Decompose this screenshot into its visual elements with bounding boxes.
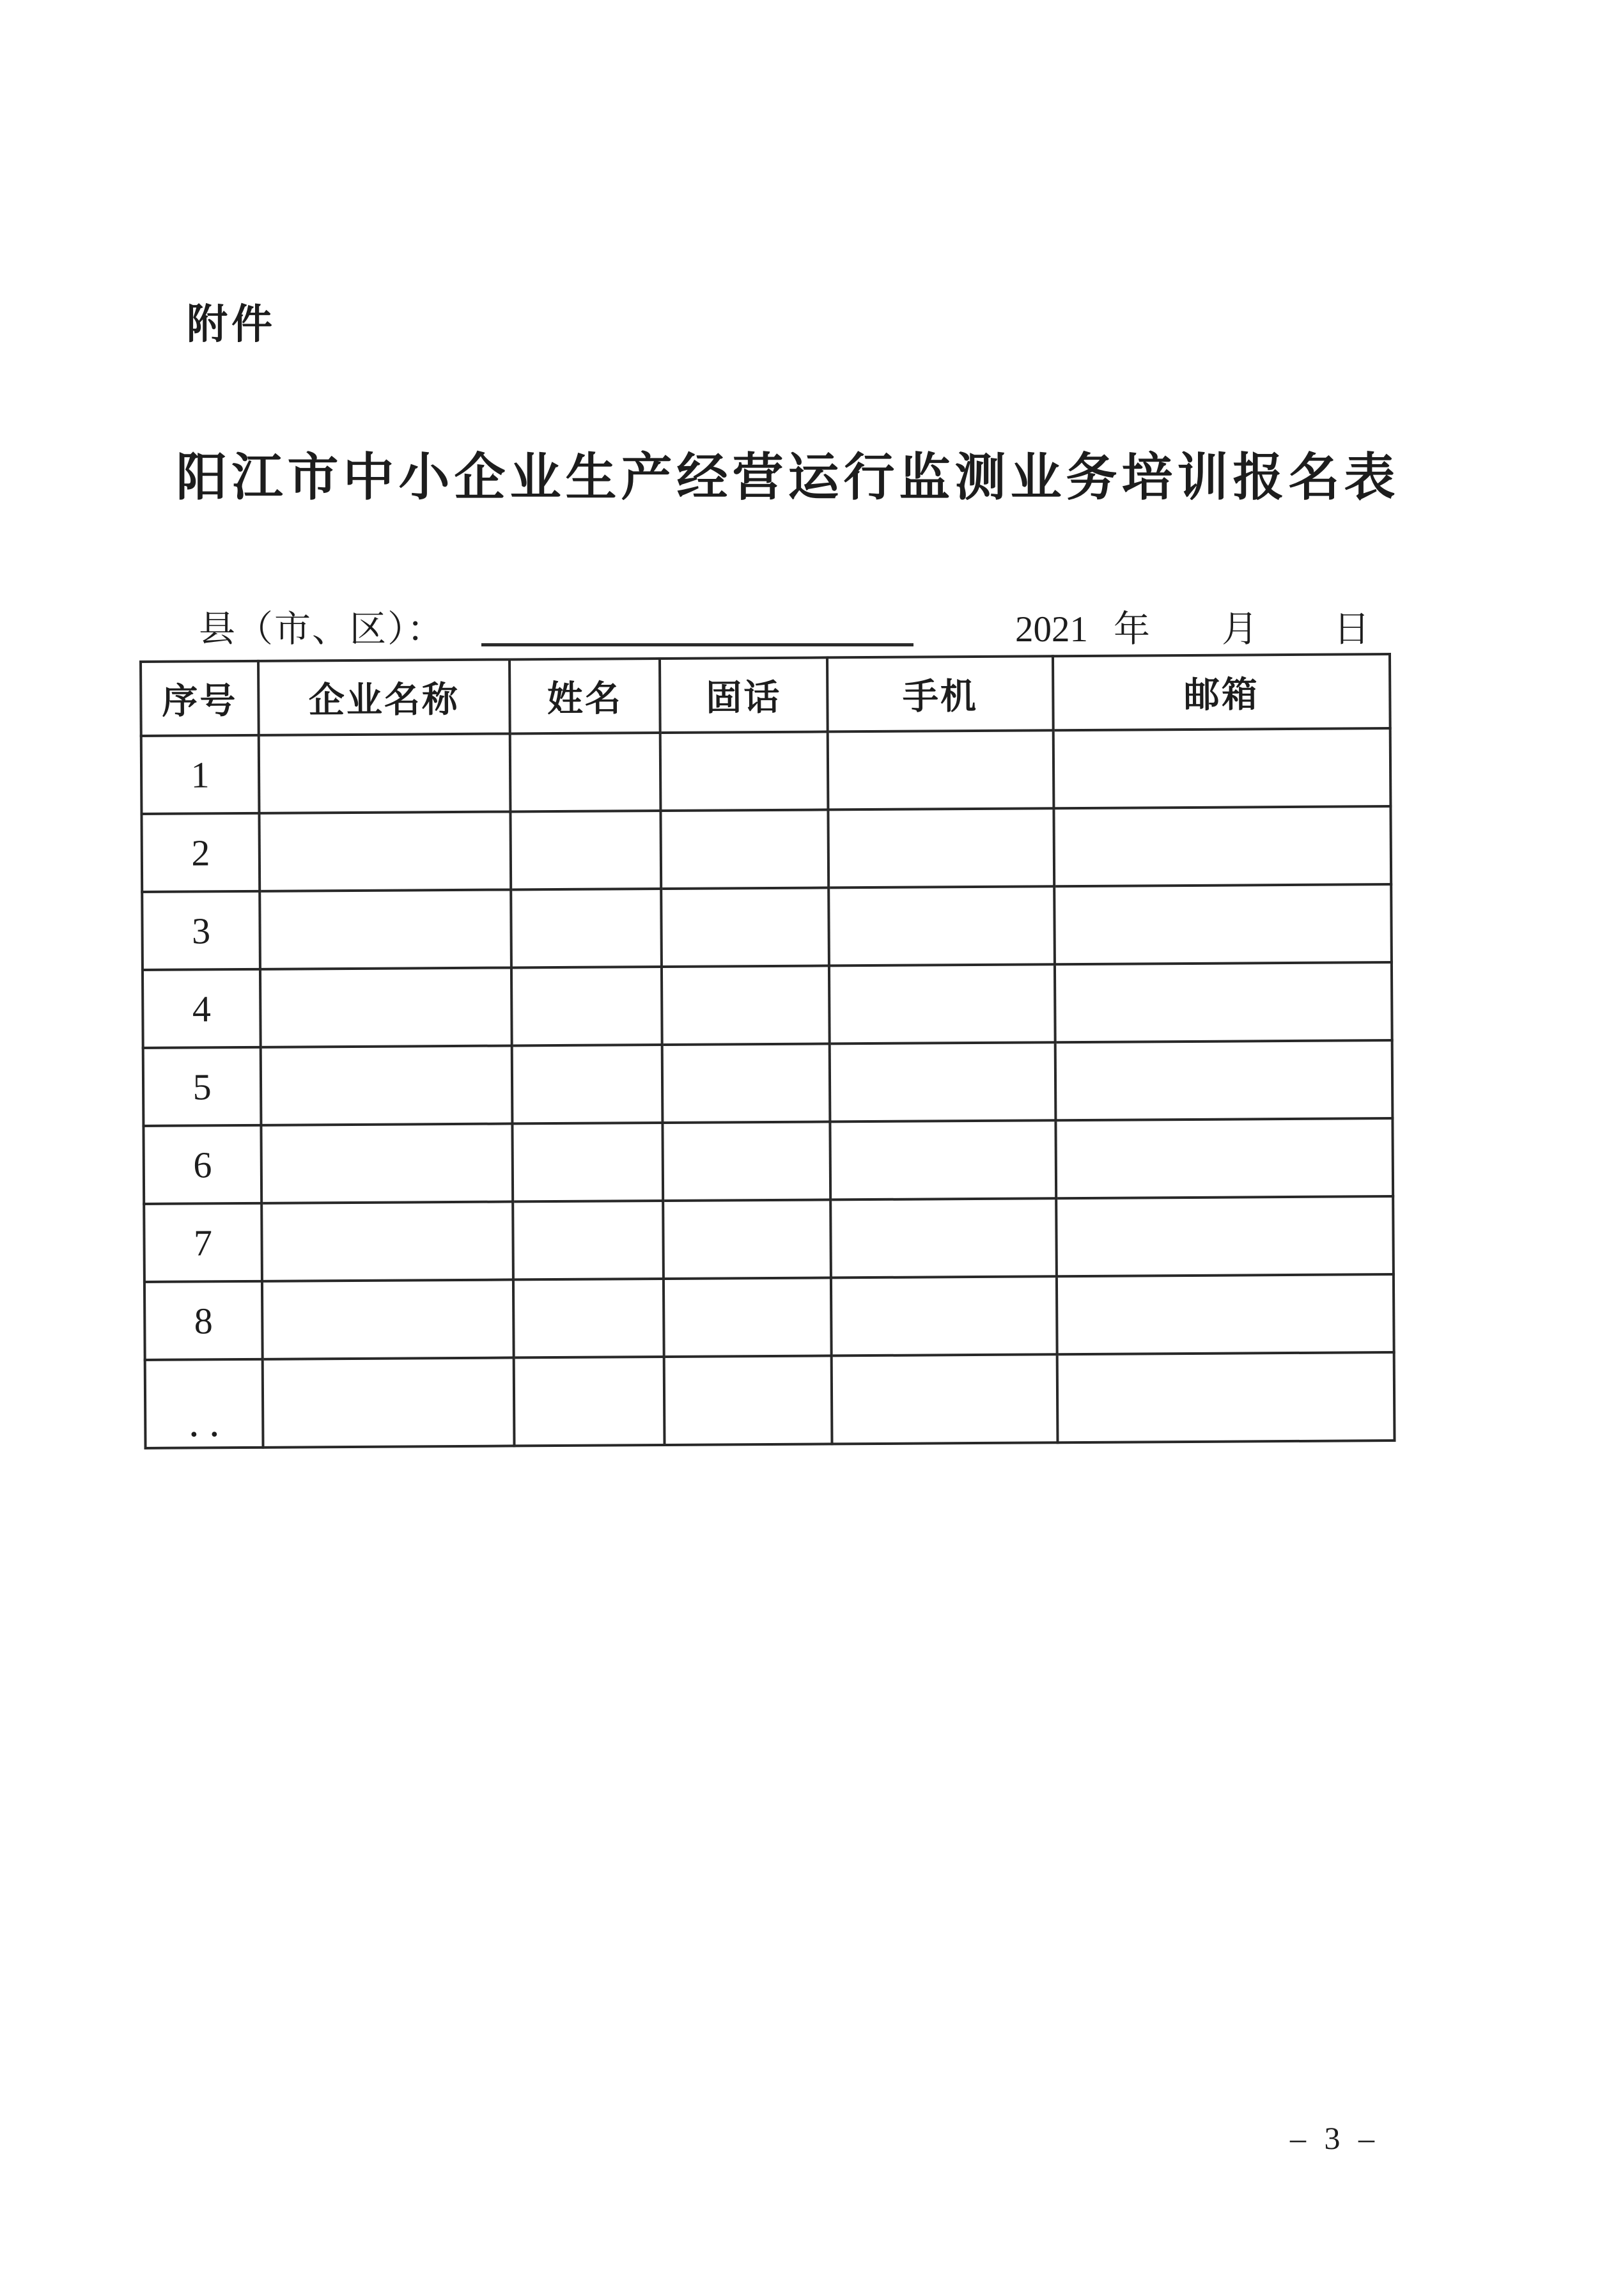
empty-cell — [513, 1201, 664, 1279]
empty-cell — [662, 1121, 830, 1201]
empty-cell — [261, 1201, 513, 1281]
date-day-unit: 日 — [1333, 609, 1370, 650]
column-header-mobile: 手机 — [827, 656, 1053, 731]
empty-cell — [828, 808, 1054, 887]
row-number-cell: 8 — [144, 1281, 263, 1360]
empty-cell — [1055, 962, 1392, 1042]
empty-cell — [828, 730, 1054, 809]
empty-cell — [1054, 884, 1392, 964]
empty-cell — [259, 811, 511, 891]
empty-cell — [510, 811, 661, 889]
empty-cell — [263, 1357, 515, 1447]
empty-cell — [1055, 1118, 1393, 1198]
table-row — [141, 806, 1391, 892]
table-row — [143, 1040, 1393, 1126]
empty-cell — [830, 1042, 1056, 1121]
empty-cell — [259, 733, 511, 813]
empty-cell — [830, 1198, 1057, 1277]
date-month-unit: 月 — [1222, 609, 1258, 650]
empty-cell — [513, 1279, 664, 1357]
row-number-cell: 3 — [142, 891, 260, 970]
empty-cell — [512, 1123, 663, 1201]
empty-cell — [262, 1279, 514, 1359]
empty-cell — [260, 967, 512, 1047]
empty-cell — [260, 889, 511, 969]
empty-cell — [1055, 1040, 1393, 1120]
empty-cell — [828, 886, 1055, 965]
empty-cell — [511, 889, 662, 967]
empty-cell — [832, 1354, 1058, 1444]
empty-cell — [1057, 1274, 1394, 1354]
column-header-company-name: 企业名称 — [258, 659, 510, 735]
row-number-cell: .. — [145, 1359, 263, 1448]
empty-cell — [830, 1120, 1056, 1199]
table-header-row — [141, 654, 1390, 736]
page-title: 阳江市中小企业生产经营运行监测业务培训报名表 — [176, 449, 1400, 506]
row-number-cell: 5 — [143, 1047, 261, 1126]
empty-cell — [829, 964, 1055, 1043]
date-year-unit: 年 — [1114, 609, 1150, 650]
table-row — [144, 1274, 1394, 1360]
empty-cell — [660, 809, 828, 889]
registration-table — [139, 653, 1396, 1449]
table-body — [141, 728, 1395, 1448]
empty-cell — [511, 967, 662, 1045]
empty-cell — [662, 1043, 830, 1123]
empty-cell — [510, 733, 661, 811]
column-header-landline: 固话 — [660, 657, 828, 733]
empty-cell — [663, 1199, 831, 1279]
empty-cell — [661, 887, 829, 967]
column-header-email: 邮箱 — [1053, 654, 1390, 730]
table-row — [145, 1352, 1395, 1448]
empty-cell — [662, 965, 830, 1045]
empty-cell — [1057, 1352, 1395, 1442]
table-row — [144, 1196, 1394, 1282]
table-row — [141, 728, 1391, 814]
empty-cell — [1053, 728, 1391, 808]
column-header-index: 序号 — [141, 661, 259, 736]
page-number: – 3 – — [1290, 2120, 1380, 2156]
column-header-name: 姓名 — [509, 659, 660, 733]
empty-cell — [1056, 1196, 1394, 1276]
attachment-label: 附件 — [187, 301, 276, 347]
empty-cell — [664, 1277, 832, 1357]
row-number-cell: 1 — [141, 735, 260, 814]
date-year: 2021 — [1015, 609, 1088, 650]
empty-cell — [664, 1355, 832, 1445]
empty-cell — [261, 1123, 513, 1203]
row-number-cell: 4 — [143, 969, 261, 1048]
row-number-cell: 7 — [144, 1203, 262, 1282]
empty-cell — [261, 1045, 513, 1125]
row-number-cell: 2 — [141, 813, 260, 892]
empty-cell — [660, 731, 828, 811]
date-group — [1015, 600, 1370, 652]
region-fill-line — [481, 614, 913, 646]
empty-cell — [514, 1357, 665, 1446]
region-label: 县（市、区）： — [199, 609, 445, 650]
table-row — [143, 962, 1392, 1048]
empty-cell — [831, 1276, 1057, 1355]
table-row — [143, 1118, 1393, 1204]
table-row — [142, 884, 1392, 970]
empty-cell — [1053, 806, 1391, 886]
row-number-cell: 6 — [143, 1125, 261, 1204]
empty-cell — [512, 1045, 663, 1123]
